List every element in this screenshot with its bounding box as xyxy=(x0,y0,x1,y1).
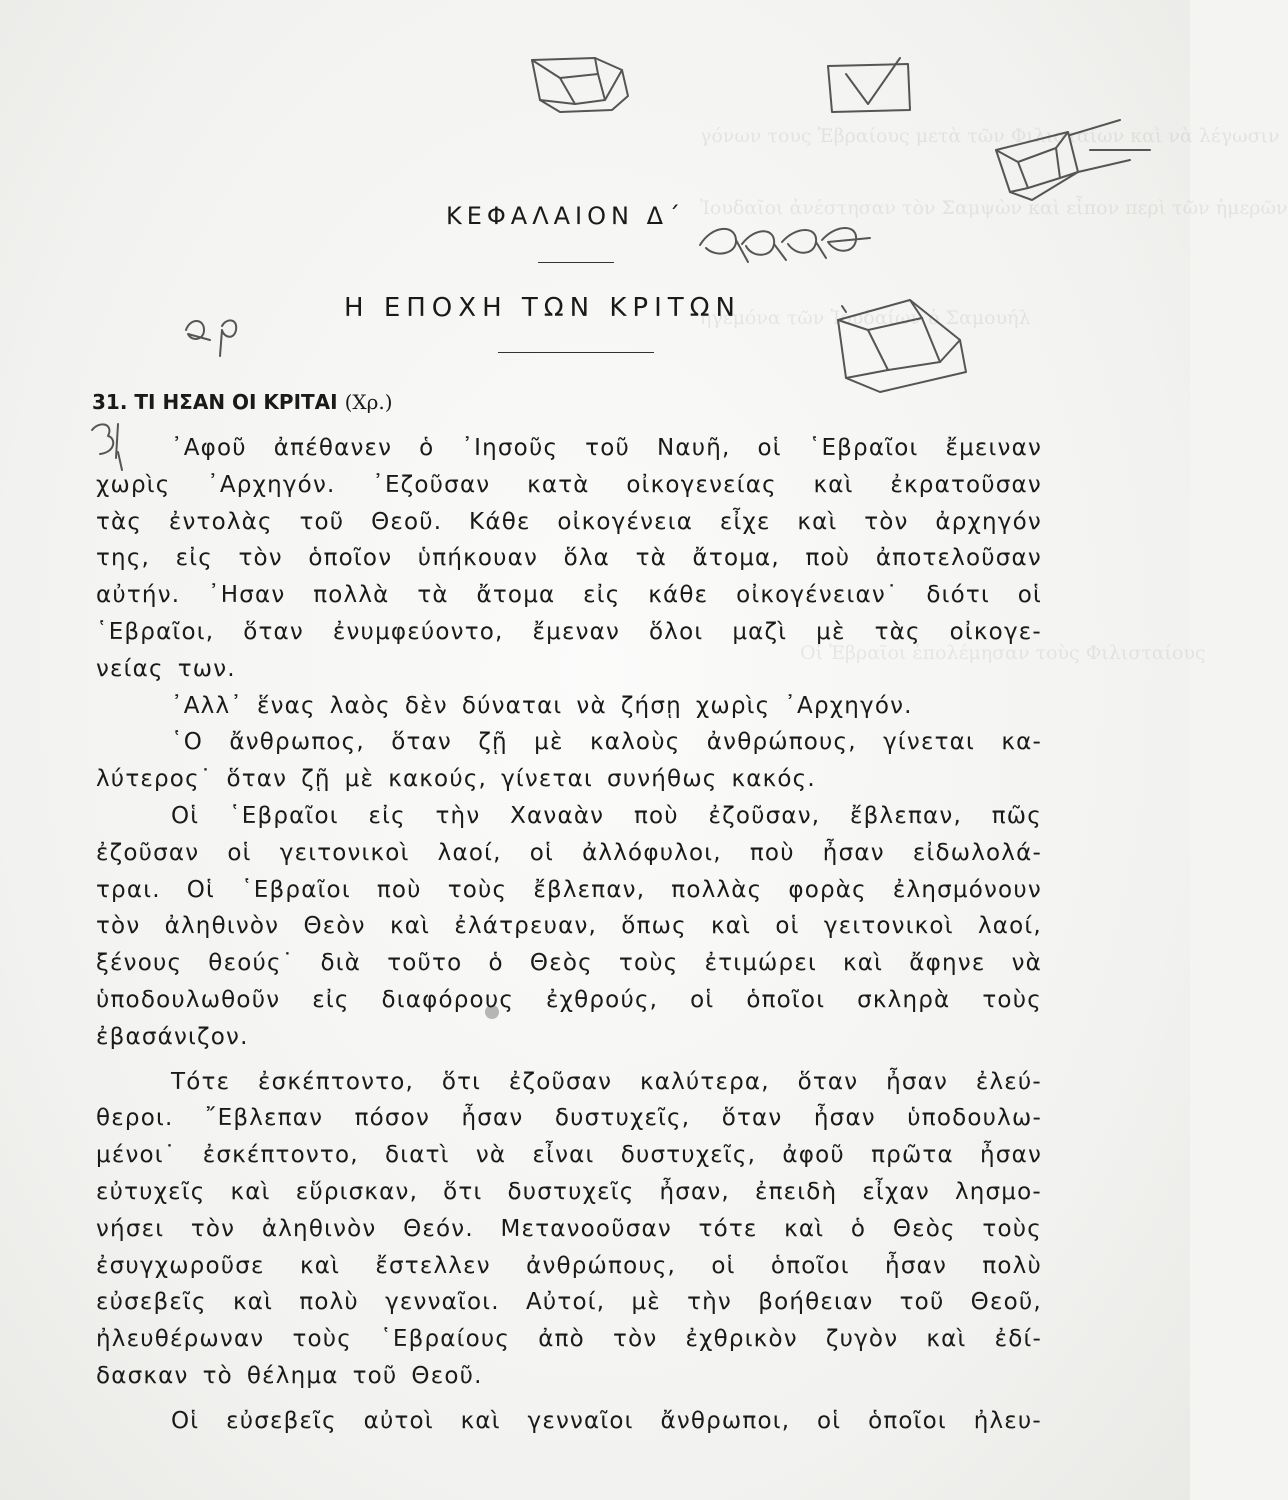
body-line: ῾Εβραῖοι, ὅταν ἐνυμφεύοντο, ἔμεναν ὅλοι μαζὶ μὲ τὰς οἰκογε- xyxy=(96,618,1042,645)
body-line: δασκαν τὸ θέλημα τοῦ Θεοῦ. xyxy=(96,1362,483,1389)
body-line: θεροι. ῎Εβλεπαν πόσον ἦσαν δυστυχεῖς, ὅταν ἦσαν ὑποδουλω- xyxy=(96,1105,1042,1132)
body-line: Οἱ ῾Εβραῖοι εἰς τὴν Χαναὰν ποὺ ἐζοῦσαν, ἔβλεπαν, πῶς xyxy=(171,802,1042,829)
bleed-through-text: Ἰουδαῖοι ἀνέστησαν τὸν Σαμψὼν καὶ εἶπον περὶ τῶν ἡμερῶν xyxy=(700,197,1288,219)
body-line: τραι. Οἱ ῾Εβραῖοι ποὺ τοὺς ἔβλεπαν, πολλὰς φορὰς ἐλησμόνουν xyxy=(96,876,1042,903)
body-line: ἐσυγχωροῦσε καὶ ἔστελλεν ἀνθρώπους, οἱ ὁποῖοι ἦσαν πολὺ xyxy=(96,1252,1042,1279)
body-line: της, εἰς τὸν ὁποῖον ὑπήκουαν ὅλα τὰ ἄτομα, ποὺ ἀποτελοῦσαν xyxy=(96,545,1042,572)
divider-rule xyxy=(498,352,654,353)
section-heading xyxy=(92,390,393,414)
divider-rule xyxy=(538,262,614,263)
body-line: αὐτήν. ᾿Ησαν πολλὰ τὰ ἄτομα εἰς κάθε οἰκογένειαν˙ διότι οἱ xyxy=(96,582,1042,609)
body-line: ᾿Αλλ᾿ ἕνας λαὸς δὲν δύναται νὰ ζήσῃ χωρὶς ᾿Αρχηγόν. xyxy=(171,692,913,719)
cube-doodle-center xyxy=(838,300,966,392)
body-line: Τότε ἐσκέπτοντο, ὅτι ἐζοῦσαν καλύτερα, ὅταν ἦσαν ἐλεύ- xyxy=(171,1068,1042,1095)
body-line: μένοι˙ ἐσκέπτοντο, διατὶ νὰ εἶναι δυστυχεῖς, ἀφοῦ πρῶτα ἦσαν xyxy=(96,1142,1042,1169)
body-line: τὰς ἐντολὰς τοῦ Θεοῦ. Κάθε οἰκογένεια εἶχε καὶ τὸν ἀρχηγόν xyxy=(96,508,1042,535)
section-source: (Χρ.) xyxy=(344,390,393,414)
body-line: ὑποδουλωθοῦν εἰς διαφόρους ἐχθρούς, οἱ ὁποῖοι σκληρὰ τοὺς xyxy=(96,986,1042,1013)
body-line: τὸν ἀληθινὸν Θεὸν καὶ ἐλάτρευαν, ὅπως καὶ οἱ γειτονικοὶ λαοί, xyxy=(96,913,1042,940)
body-line: ᾿Αφοῦ ἀπέθανεν ὁ ᾿Ιησοῦς τοῦ Ναυῆ, οἱ ῾Εβραῖοι ἔμειναν xyxy=(171,435,1042,461)
body-line: νήσει τὸν ἀληθινὸν Θεόν. Μετανοοῦσαν τότε καὶ ὁ Θεὸς τοὺς xyxy=(96,1215,1042,1242)
body-line: ἐζοῦσαν οἱ γειτονικοὶ λαοί, οἱ ἀλλόφυλοι, ποὺ ἦσαν εἰδωλολά- xyxy=(96,839,1042,866)
chapter-label: ΚΕΦΑΛΑΙΟΝ Δ΄ xyxy=(446,202,686,230)
body-line: ῾Ο ἄνθρωπος, ὅταν ζῇ μὲ καλοὺς ἀνθρώπους, γίνεται κα- xyxy=(171,729,1042,756)
cube-doodle-top-left xyxy=(532,58,628,112)
body-line: ξένους θεούς˙ διὰ τοῦτο ὁ Θεὸς τοὺς ἐτιμώρει καὶ ἄφηνε νὰ xyxy=(96,950,1042,977)
bleed-through-text: Οἱ Ἑβραῖοι ἐπολέμησαν τοὺς Φιλισταίους xyxy=(800,642,1206,664)
body-line: λύτερος˙ ὅταν ζῇ μὲ κακούς, γίνεται συνήθως κακός. xyxy=(96,766,816,793)
body-line: Οἱ εὐσεβεῖς αὐτοὶ καὶ γενναῖοι ἄνθρωποι, οἱ ὁποῖοι ἠλευ- xyxy=(171,1407,1042,1434)
check-box-doodle xyxy=(828,58,910,112)
section-heading-text: 31. ΤΙ ΗΣΑΝ ΟΙ ΚΡΙΤΑΙ xyxy=(92,390,338,414)
body-line: ἠλευθέρωναν τοὺς ῾Εβραίους ἀπὸ τὸν ἐχθρικὸν ζυγὸν καὶ ἐδί- xyxy=(96,1326,1042,1353)
body-line: εὐσεβεῖς καὶ πολὺ γενναῖοι. Αὐτοί, μὲ τὴν βοήθειαν τοῦ Θεοῦ, xyxy=(96,1289,1042,1316)
cube-doodle-right xyxy=(996,120,1150,200)
handwritten-scrawl-top xyxy=(700,228,870,262)
body-line: νείας των. xyxy=(96,655,236,682)
bleed-through-text: γόνων τους Ἑβραίους μετὰ τῶν Φιλισταίων καὶ νὰ λέγωσιν xyxy=(700,125,1280,147)
body-text xyxy=(96,430,1042,1440)
handwritten-scrawl-left xyxy=(186,320,236,356)
chapter-title: Η ΕΠΟΧΗ ΤΩΝ ΚΡΙΤΩΝ xyxy=(344,293,741,323)
body-line: εὐτυχεῖς καὶ εὕρισκαν, ὅτι δυστυχεῖς ἦσαν, ἐπειδὴ εἶχαν λησμο- xyxy=(96,1178,1042,1205)
bleed-through-text: ἡγεμόνα τῶν Ἰουδαίων ὁ Σαμουήλ xyxy=(700,307,1031,329)
body-line: ἐβασάνιζον. xyxy=(96,1023,249,1050)
body-line: χωρὶς ᾿Αρχηγόν. ᾿Εζοῦσαν κατὰ οἰκογενείας καὶ ἐκρατοῦσαν xyxy=(96,471,1042,498)
